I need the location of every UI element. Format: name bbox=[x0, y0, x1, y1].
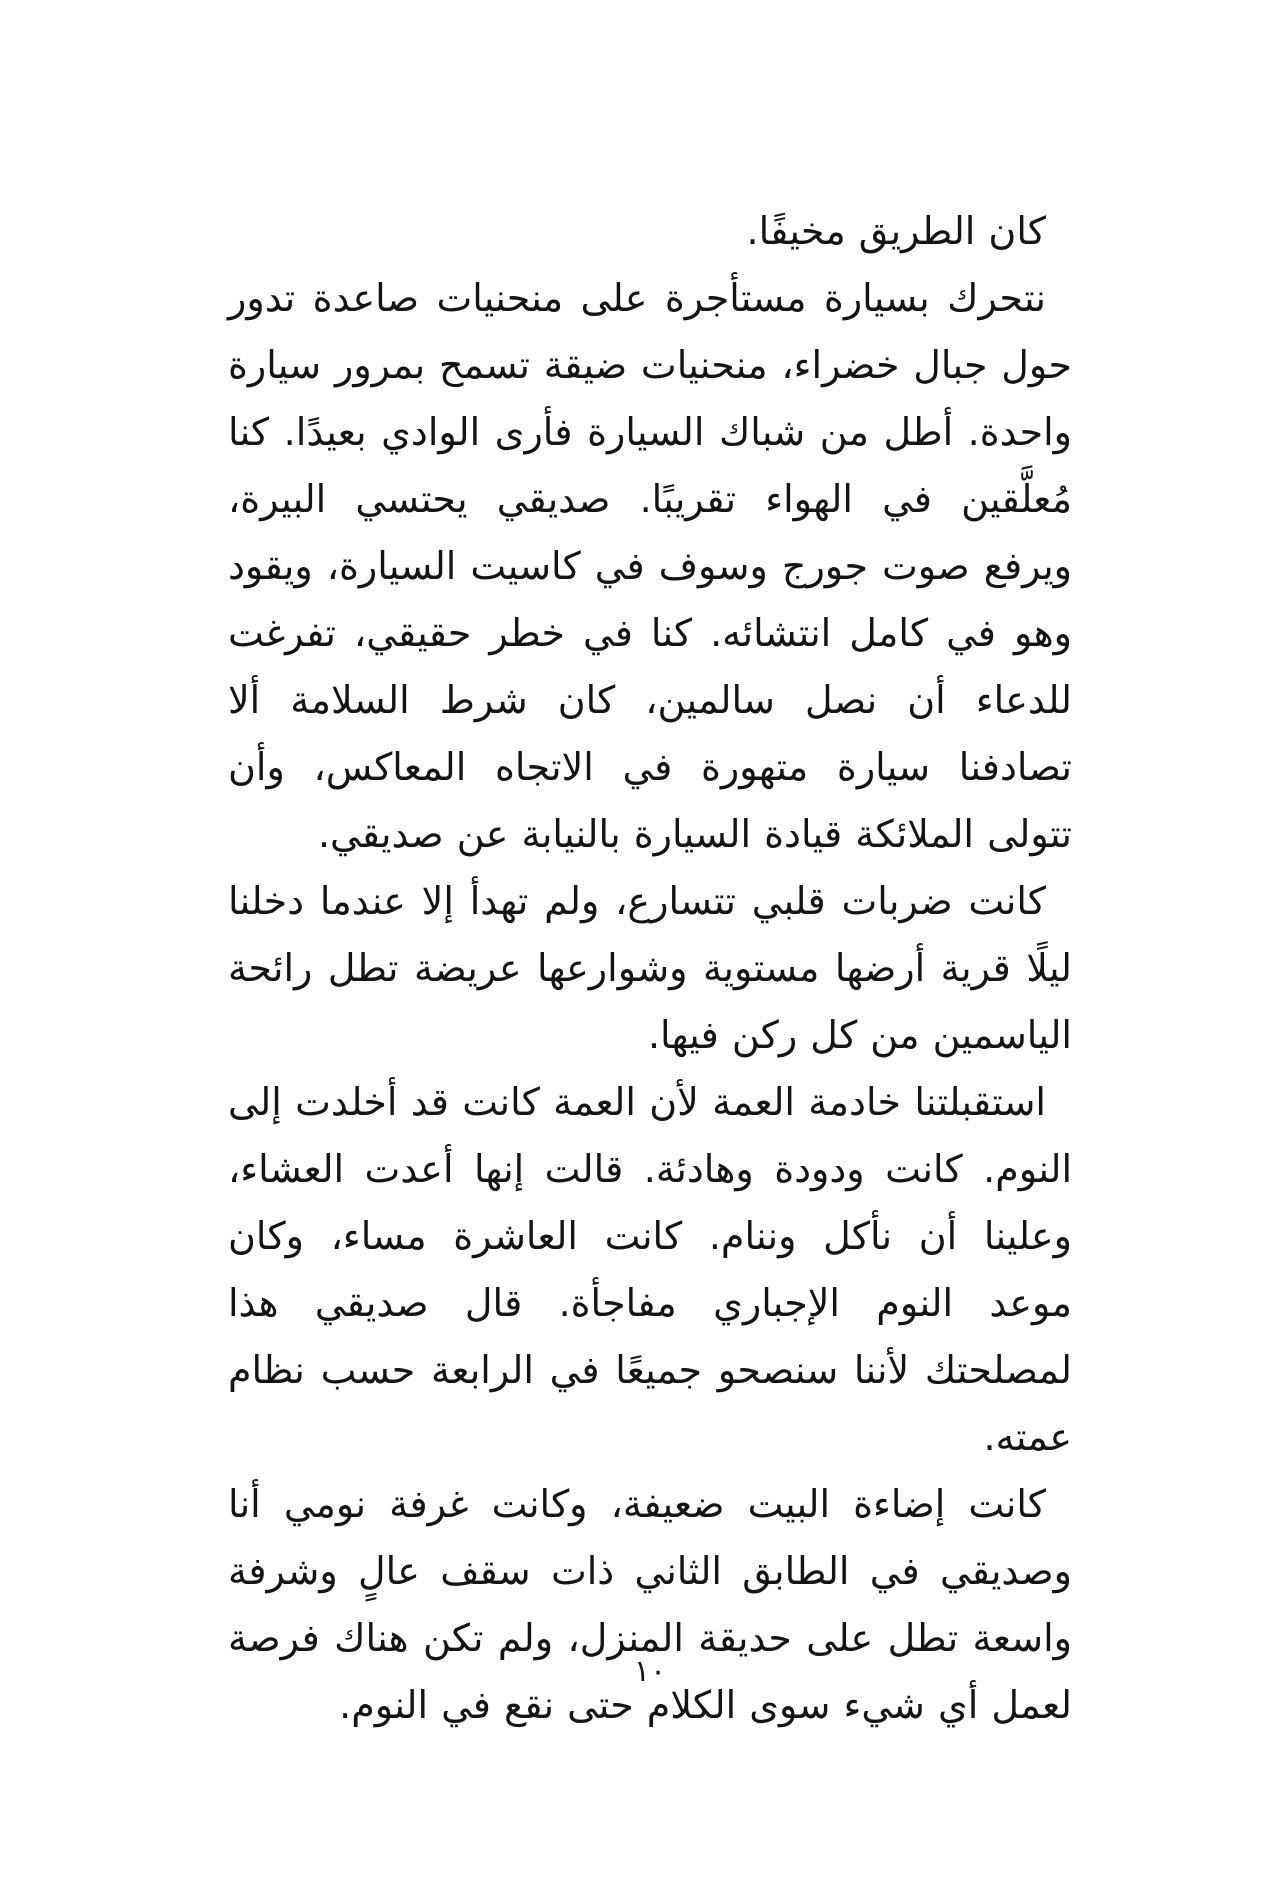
paragraph: استقبلتنا خادمة العمة لأن العمة كانت قد أخلدت إلى النوم. كانت ودودة وهادئة. قالت إنها أعدت العشاء، وعلينا أن نأكل وننام. كانت العاشرة مساء، وكان موعد النوم الإجباري مفاجأة. قال صديقي هذا لمصلحتك لأننا سنصحو جميعًا في الرابعة حسب نظام عمته. bbox=[228, 1080, 1072, 1459]
paragraph: كانت ضربات قلبي تتسارع، ولم تهدأ إلا عندما دخلنا ليلًا قرية أرضها مستوية وشوارعها عريضة تطل رائحة الياسمين من كل ركن فيها. bbox=[228, 879, 1072, 1057]
paragraph: كان الطريق مخيفًا. bbox=[746, 209, 1046, 253]
page-number: ١٠ bbox=[633, 1654, 667, 1689]
page-text bbox=[228, 198, 1072, 1739]
paragraph: كانت إضاءة البيت ضعيفة، وكانت غرفة نومي أنا وصديقي في الطابق الثاني ذات سقف عالٍ وشرفة واسعة تطل على حديقة المنزل، ولم تكن هناك فرصة لعمل أي شيء سوى الكلام حتى نقع في النوم. bbox=[228, 1482, 1072, 1727]
paragraph: نتحرك بسيارة مستأجرة على منحنيات صاعدة تدور حول جبال خضراء، منحنيات ضيقة تسمح بمرور سيارة واحدة. أطل من شباك السيارة فأرى الوادي بعيدًا. كنا مُعلَّقين في الهواء تقريبًا. صديقي يحتسي البيرة، ويرفع صوت جورج وسوف في كاسيت السيارة، ويقود وهو في كامل انتشائه. كنا في خطر حقيقي، تفرغت للدعاء أن نصل سالمين، كان شرط السلامة ألا تصادفنا سيارة متهورة في الاتجاه المعاكس، وأن تتولى الملائكة قيادة السيارة بالنيابة عن صديقي. bbox=[228, 276, 1072, 856]
